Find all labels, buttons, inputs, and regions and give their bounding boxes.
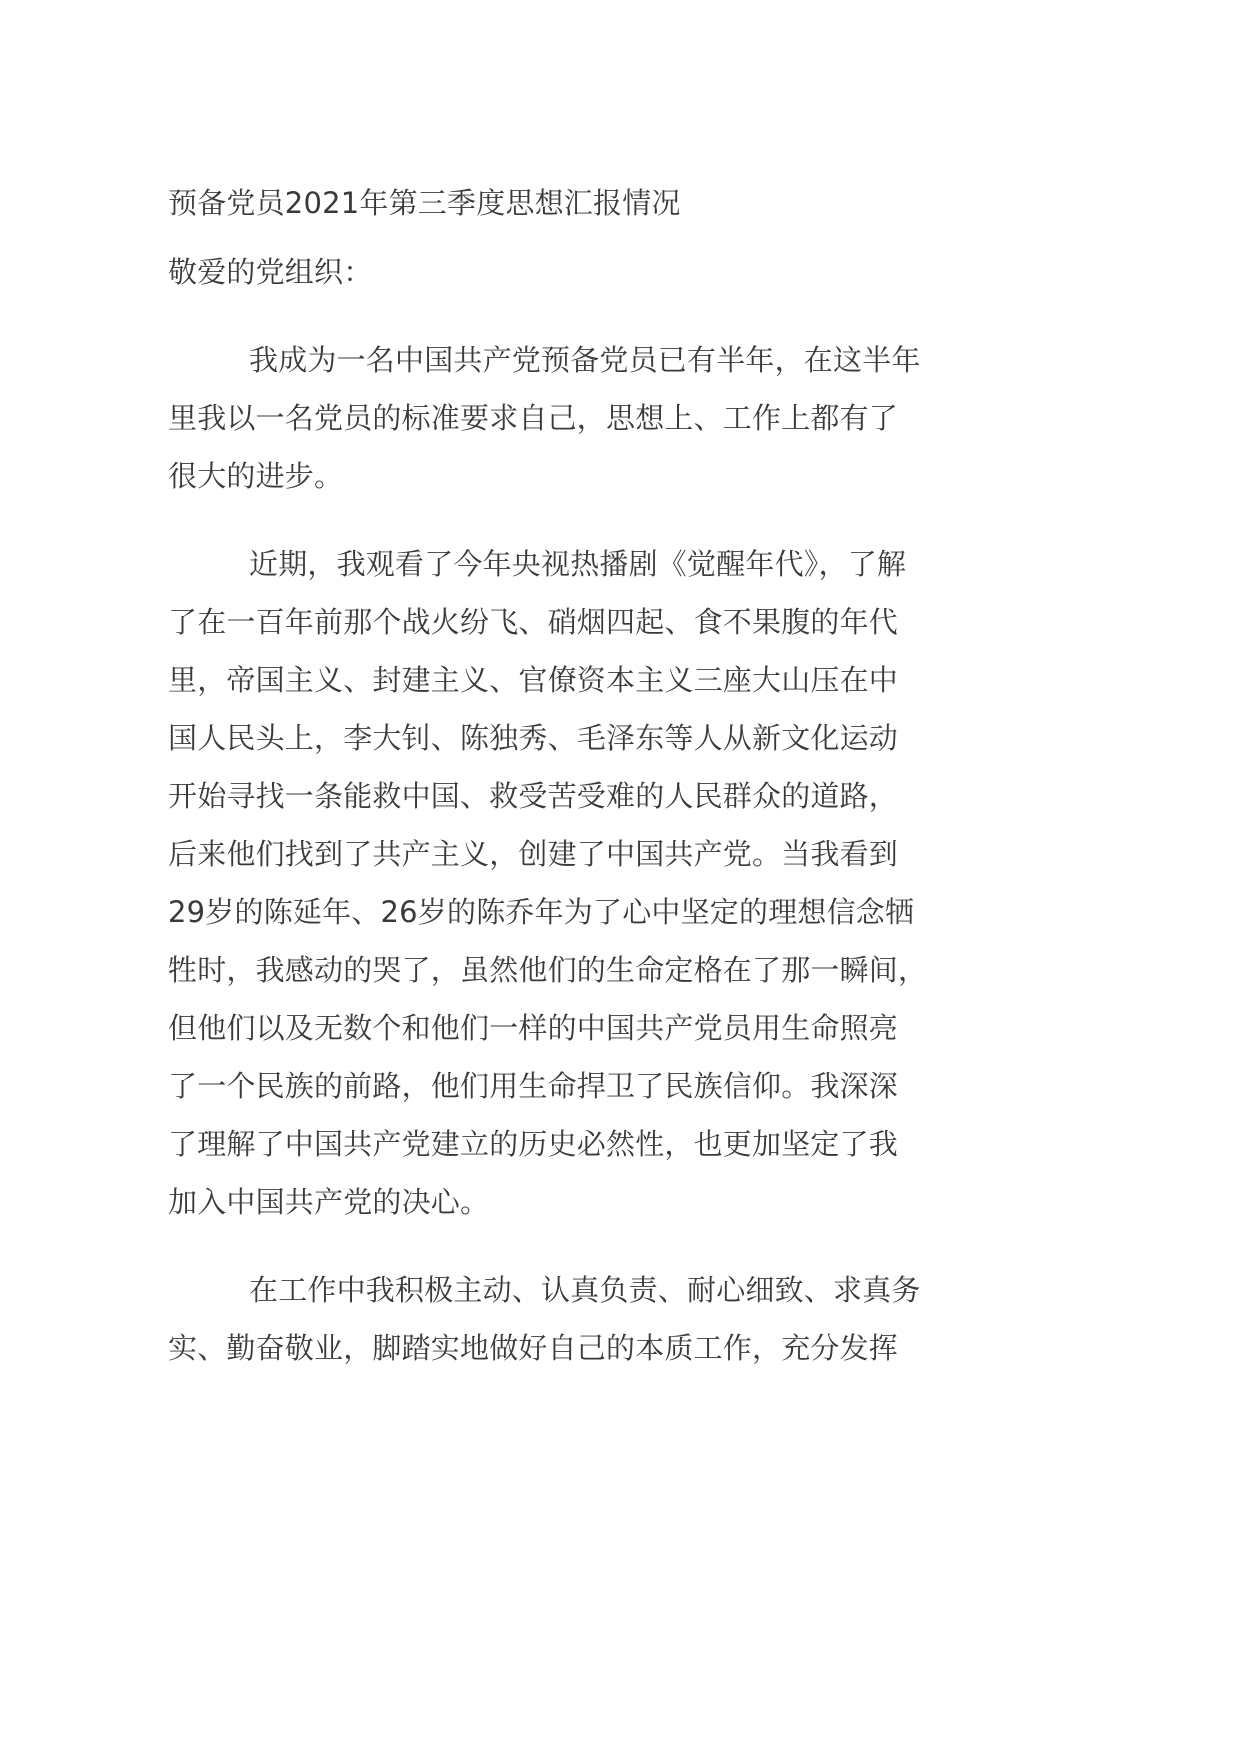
paragraph-line: 牲时，我感动的哭了，虽然他们的生命定格在了那一瞬间， — [168, 953, 928, 987]
paragraph-line: 里我以一名党员的标准要求自己，思想上、工作上都有了 — [168, 401, 899, 435]
greeting: 敬爱的党组织： — [168, 255, 373, 289]
paragraph-line: 后来他们找到了共产主义，创建了中国共产党。当我看到 — [168, 837, 899, 871]
paragraph-line: 了在一百年前那个战火纷飞、硝烟四起、食不果腹的年代 — [168, 605, 899, 639]
paragraph-line: 开始寻找一条能救中国、救受苦受难的人民群众的道路， — [168, 779, 899, 813]
paragraph-2 — [168, 535, 968, 1231]
paragraph-3 — [168, 1261, 968, 1377]
paragraph-line: 我成为一名中国共产党预备党员已有半年，在这半年 — [249, 343, 921, 377]
paragraph-line: 近期，我观看了今年央视热播剧《觉醒年代》，了解 — [249, 547, 907, 581]
paragraph-line: 在工作中我积极主动、认真负责、耐心细致、求真务 — [249, 1273, 921, 1307]
paragraph-1 — [168, 331, 968, 505]
paragraph-line: 国人民头上，李大钊、陈独秀、毛泽东等人从新文化运动 — [168, 721, 899, 755]
paragraph-line: 了理解了中国共产党建立的历史必然性，也更加坚定了我 — [168, 1127, 899, 1161]
paragraph-line: 但他们以及无数个和他们一样的中国共产党员用生命照亮 — [168, 1011, 899, 1045]
paragraph-line: 加入中国共产党的决心。 — [168, 1185, 490, 1219]
paragraph-line: 了一个民族的前路，他们用生命捍卫了民族信仰。我深深 — [168, 1069, 899, 1103]
document-title: 预备党员2021年第三季度思想汇报情况 — [168, 186, 681, 220]
paragraph-line: 里，帝国主义、封建主义、官僚资本主义三座大山压在中 — [168, 663, 899, 697]
paragraph-line: 实、勤奋敬业，脚踏实地做好自己的本质工作，充分发挥 — [168, 1331, 899, 1365]
paragraph-line: 29岁的陈延年、26岁的陈乔年为了心中坚定的理想信念牺 — [168, 895, 915, 929]
paragraph-line: 很大的进步。 — [168, 459, 344, 493]
document-page — [168, 174, 968, 1407]
